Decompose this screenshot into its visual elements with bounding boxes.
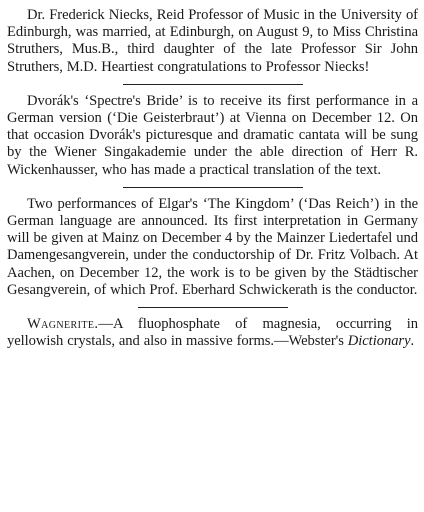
section-divider [138,307,288,308]
paragraph-elgar-kingdom: Two performances of Elgar's ‘The Kingdom’ (‘Das Reich’) in the German language are announced. Its first interpretation in Germany will be given at Mainz on December 4 by the Mainzer Liedertafel und Damengesangverein, under the conductorship of Dr. Fritz Volbach. At Aachen, on December 12, the work is to be given by the Städtischer Gesangverein, of which Prof. Eberhard Schwickerath is the conductor. [7,195,418,298]
dictionary-source: Dictionary [347,333,411,350]
wagnerite-definition: —A fluophosphate of magnesia, occurring in yellowish crystals, and also in massive forms.—Webster's [7,316,418,350]
paragraph-spectres-bride: Dvorák's ‘Spectre's Bride’ is to receive its first performance in a German version (‘Die Geisterbraut’) at Vienna on December 12. On that occasion Dvorák's picturesque and dramatic cantata will be sung by the Wiener Singakademie under the able direction of Herr R. Wickenhausser, who has made a practical translation of the text. [7,92,418,178]
wagnerite-end-punctuation: . [410,333,415,350]
section-divider [123,187,303,188]
paragraph-wagnerite [7,316,418,350]
section-divider [123,84,303,85]
wagnerite-headword: Wagnerite. [27,316,99,333]
paragraph-niecks-marriage: Dr. Frederick Niecks, Reid Professor of Music in the University of Edinburgh, was married, at Edinburgh, on August 9, to Miss Christina Struthers, Mus.B., third daughter of the late Professor Sir John Struthers, M.D. Heartiest congratulations to Professor Niecks! [7,7,418,75]
